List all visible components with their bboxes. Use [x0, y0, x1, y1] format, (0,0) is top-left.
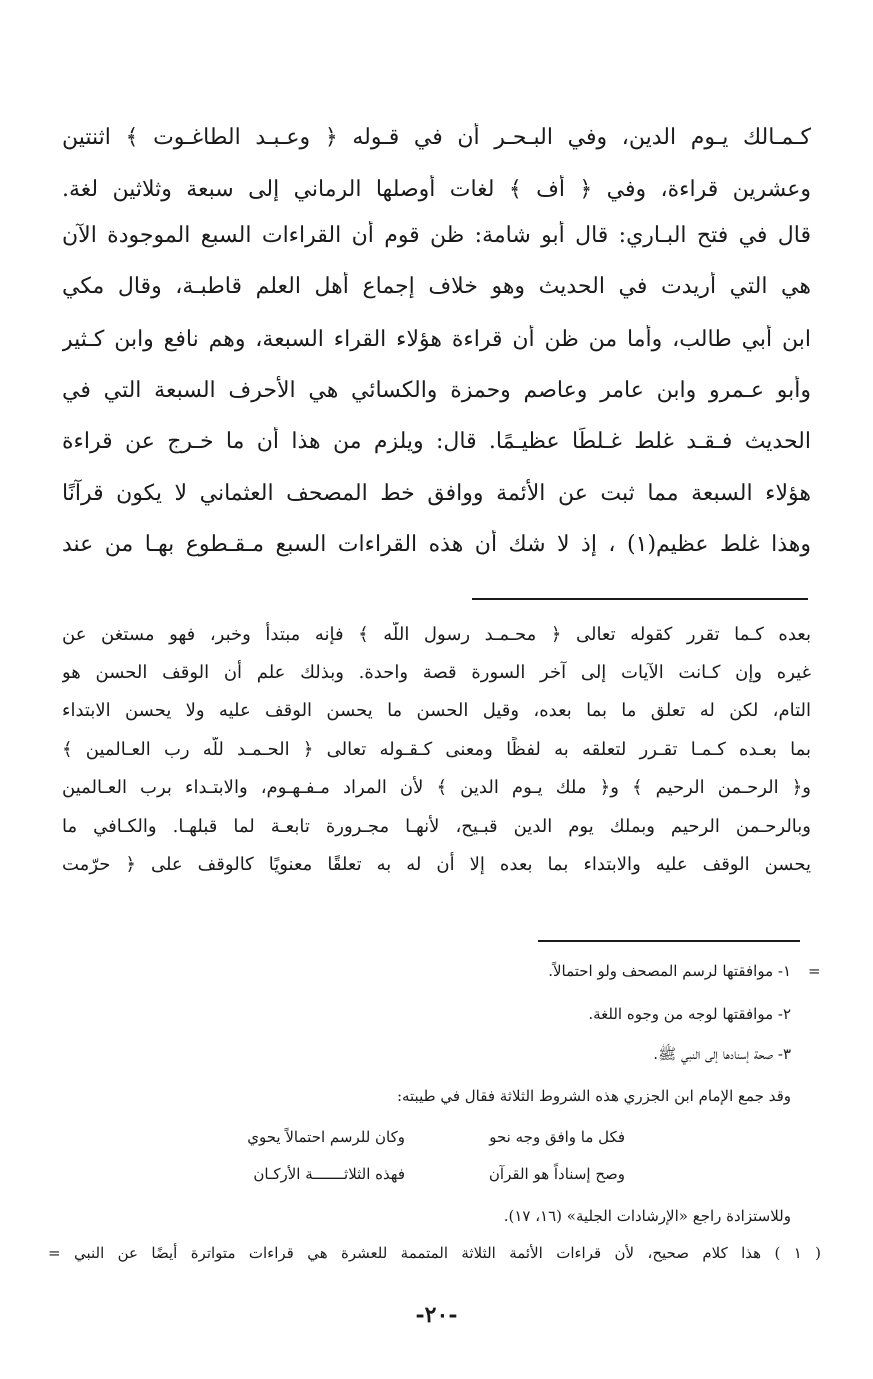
main-text-line-7: الحديث فـقـد غلط غـلطًا عظيـمًا. قال: ويلزم من هذا أن ما خـرج عن قراءة [62, 429, 811, 454]
verse-1-left: وكان للرسم احتمالاً يحوي [247, 1128, 405, 1146]
main-text-line-1: كـمـالك يـوم الدين، وفي البـحـر أن في قـوله ﴿ وعـبـد الطاغـوت ﴾ اثنتين [62, 125, 811, 150]
footnote-line-4: بما بعـده كـمـا تقـرر لتعلقه به لفظًا ومعنى كـقـوله تعالى ﴿ الحـمـد للّه رب العـالمين ﴾ [62, 739, 811, 760]
footnote-separator-bottom [538, 940, 800, 942]
footnote-line-5: و﴿ الرحـمن الرحيم ﴾ و﴿ ملك يـوم الدين ﴾ لأن المراد مـفـهـوم، والابتـداء برب العـالمين [62, 777, 811, 798]
page-number: -٢٠- [415, 1302, 458, 1328]
main-text-line-6: وأبو عـمرو وابن عامر وعاصم وحمزة والكسائي هي الأحرف السبعة التي في [62, 378, 811, 403]
footnote-line-1: بعده كـما تقرر كقوله تعالى ﴿ محـمـد رسول اللّه ﴾ فإنه مبتدأ وخبر، فهو مستغن عن [62, 624, 811, 645]
condition-2: ٢- موافقتها لوجه من وجوه اللغة. [588, 1005, 791, 1023]
main-text-line-8: هؤلاء السبعة مما ثبت عن الأئمة ووافق خط المصحف العثماني لا يكون قرآنًا [62, 481, 811, 506]
footnote-line-2: غيره وإن كـانت الآيات إلى آخر السورة قصة واحدة. وبذلك علم أن الوقف الحسن هو [62, 662, 811, 683]
intro-line: وقد جمع الإمام ابن الجزري هذه الشروط الثلاثة فقال في طيبته: [396, 1087, 791, 1105]
main-text-line-2: وعشرين قراءة، وفي ﴿ أف ﴾ لغات أوصلها الرماني إلى سبعة وثلاثين لغة. [62, 177, 811, 202]
reference-line: وللاستزادة راجع «الإرشادات الجلية» (١٦، ١٧). [503, 1207, 791, 1225]
footnote-line-6: وبالرحـمن الرحيم وبملك يوم الدين قبـيح، لأنهـا مجـرورة تابعـة لما قبلهـا. والكـافي ما [62, 816, 811, 837]
verse-2-left: فهذه الثلاثـــــــة الأركـان [253, 1165, 405, 1183]
footnote-line-7: يحسن الوقف عليه والابتداء بما بعده إلا أن له به تعلقًا معنويًا كالوقف على ﴿ حرّمت [62, 854, 811, 875]
footnote-1: ( ١ ) هذا كلام صحيح، لأن قراءات الأئمة الثلاثة المتممة للعشرة هي قراءات متواترة أيضًا عن النبي = [48, 1244, 821, 1262]
verse-1-right: فكل ما وافق وجه نحو [489, 1128, 625, 1146]
condition-1: ١- موافقتها لرسم المصحف ولو احتمالاً. [548, 962, 791, 980]
footnote-line-3: التام، لكن له تعلق ما بما بعده، وقيل الحسن ما يحسن الوقف عليه ولا يحسن الابتداء [62, 700, 811, 721]
main-text-line-4: هي التي أريدت في الحديث وهو خلاف إجماع أهل العلم قاطبـة، وقال مكي [62, 274, 811, 299]
continuation-mark: = [808, 962, 821, 980]
main-text-line-3: قال في فتح البـاري: قال أبو شامة: ظن قوم أن القراءات السبع الموجودة الآن [62, 223, 811, 248]
verse-2-right: وصح إسناداً هو القرآن [488, 1165, 625, 1183]
main-text-line-9: وهذا غلط عظيم(١) ، إذ لا شك أن هذه القراءات السبع مـقـطوع بهـا من عند [62, 532, 811, 557]
main-text-line-5: ابن أبي طالب، وأما من ظن أن قراءة هؤلاء القراء السبعة، وهم نافع وابن كـثير [62, 327, 811, 352]
footnote-separator-top [472, 598, 808, 600]
condition-3: ٣- صحة إسنادها إلى النبي ﷺ. [653, 1045, 791, 1063]
